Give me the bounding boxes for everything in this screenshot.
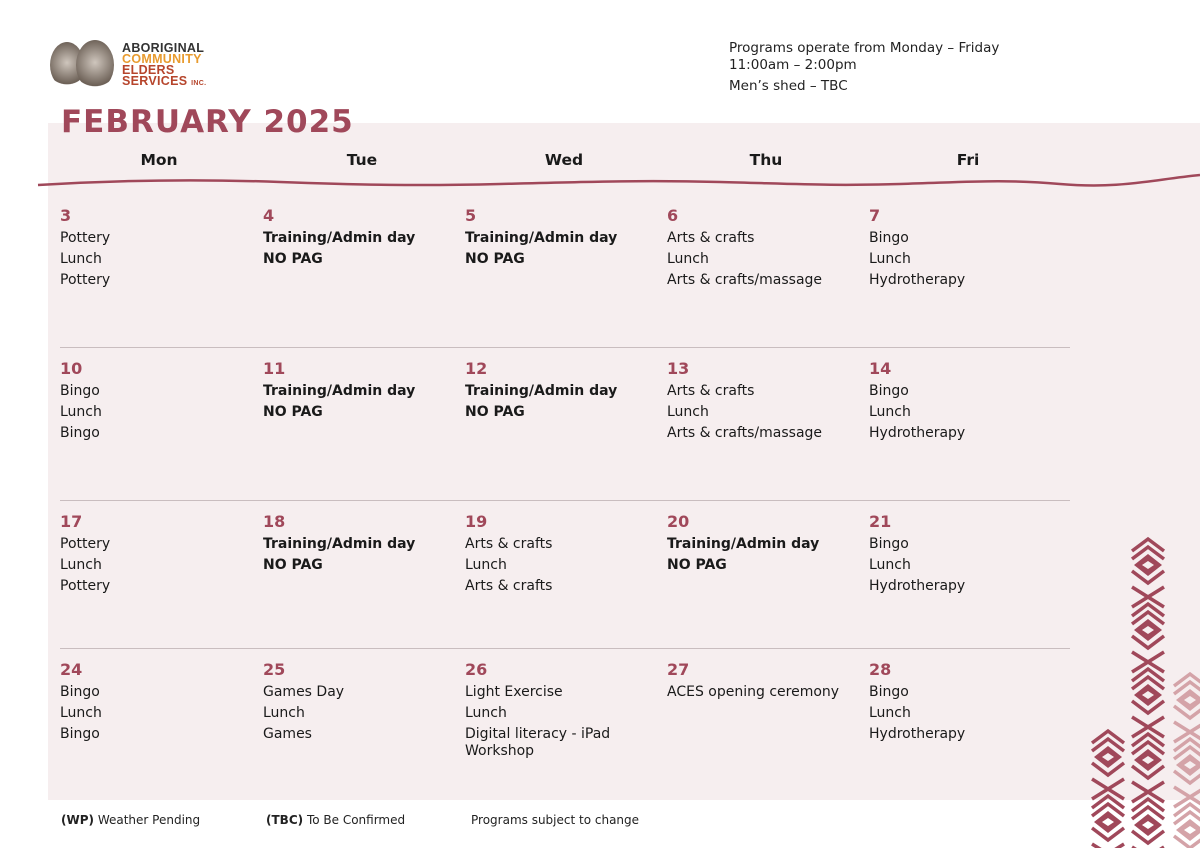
day-number: 21 [869, 512, 892, 531]
diamond-motif [1132, 539, 1164, 607]
activity-item: ACES opening ceremony [667, 684, 840, 700]
activity-item: Hydrotherapy [869, 272, 966, 288]
activity-item: Games Day [263, 684, 345, 700]
logo-line: ABORIGINAL [122, 41, 205, 55]
diamond-motif [1132, 604, 1164, 672]
day-number: 7 [869, 206, 881, 225]
logo [48, 40, 206, 92]
legend-to-be-confirmed: (TBC) To Be Confirmed [266, 813, 406, 827]
day-cell [263, 512, 458, 576]
diamond-motif [1174, 674, 1200, 742]
day-number: 4 [263, 206, 275, 225]
info-days: Programs operate from Monday – Friday [729, 40, 1000, 56]
activity-item: Arts & crafts/massage [667, 272, 823, 288]
day-number: 20 [667, 512, 690, 531]
day-number: 17 [60, 512, 83, 531]
day-cell [263, 359, 458, 423]
aboriginal-pattern-decoration [1080, 520, 1200, 848]
activity-item: Bingo [60, 383, 100, 399]
activity-item: NO PAG [465, 404, 525, 420]
activity-item: Bingo [869, 230, 909, 246]
row-separator [60, 347, 1070, 348]
day-number: 10 [60, 359, 83, 378]
logo-line: SERVICES [122, 74, 188, 88]
day-cell [60, 206, 255, 291]
day-cell [667, 512, 862, 576]
elders-portrait-logo-image [48, 40, 114, 92]
activity-item: Games [263, 726, 312, 742]
activity-item: Lunch [465, 557, 507, 573]
activity-item: Training/Admin day [263, 230, 416, 246]
day-number: 5 [465, 206, 477, 225]
activity-item: Hydrotherapy [869, 578, 966, 594]
activity-item: NO PAG [263, 557, 323, 573]
day-number: 27 [667, 660, 690, 679]
day-number: 25 [263, 660, 286, 679]
program-info [729, 40, 999, 95]
activity-item: NO PAG [465, 251, 525, 267]
day-cell [869, 359, 1064, 444]
activity-item: Arts & crafts [465, 578, 553, 594]
day-cell [60, 512, 255, 597]
weekday-header-tue: Tue [346, 151, 378, 169]
activity-item: Lunch [869, 557, 911, 573]
activity-item: Bingo [60, 726, 100, 742]
activity-item: Lunch [60, 251, 102, 267]
activity-item: Bingo [869, 536, 909, 552]
day-cell [465, 660, 660, 760]
logo-line: COMMUNITY [122, 52, 202, 66]
activity-item: Training/Admin day [263, 383, 416, 399]
day-cell [60, 660, 255, 745]
day-cell [465, 512, 660, 597]
activity-item: Lunch [465, 705, 507, 721]
activity-item: Training/Admin day [465, 230, 618, 246]
day-cell [667, 206, 862, 291]
day-number: 13 [667, 359, 690, 378]
info-hours: 11:00am – 2:00pm [729, 57, 857, 73]
weekday-header-wed: Wed [544, 151, 584, 169]
diamond-motif [1132, 734, 1164, 802]
day-number: 6 [667, 206, 679, 225]
weekday-header-thu: Thu [749, 151, 783, 169]
legend-weather-pending: (WP) Weather Pending [61, 813, 201, 827]
activity-item: Arts & crafts [465, 536, 553, 552]
activity-item: Lunch [869, 705, 911, 721]
activity-item: Light Exercise [465, 684, 563, 700]
activity-item: Training/Admin day [667, 536, 820, 552]
day-cell [465, 359, 660, 423]
activity-item: Pottery [60, 272, 111, 288]
day-cell [869, 512, 1064, 597]
activity-item: Pottery [60, 536, 111, 552]
day-number: 19 [465, 512, 488, 531]
activity-item: Lunch [263, 705, 305, 721]
day-number: 12 [465, 359, 488, 378]
day-number: 26 [465, 660, 488, 679]
info-mens-shed: Men’s shed – TBC [729, 78, 848, 94]
activity-item: Hydrotherapy [869, 726, 966, 742]
diamond-motif [1092, 796, 1124, 848]
row-separator [60, 648, 1070, 649]
activity-item: Pottery [60, 578, 111, 594]
day-cell [263, 660, 458, 745]
day-cell [60, 359, 255, 444]
logo-suffix: INC. [191, 80, 207, 87]
day-cell [869, 660, 1064, 745]
day-number: 3 [60, 206, 72, 225]
day-number: 14 [869, 359, 892, 378]
activity-item: NO PAG [667, 557, 727, 573]
programs-note: Programs subject to change [471, 813, 640, 827]
day-cell [263, 206, 458, 270]
activity-item: Hydrotherapy [869, 425, 966, 441]
activity-item: Arts & crafts [667, 383, 755, 399]
day-cell [667, 660, 862, 703]
diamond-motif [1092, 731, 1124, 799]
day-number: 28 [869, 660, 892, 679]
activity-item: Lunch [60, 705, 102, 721]
wavy-divider [0, 170, 1200, 194]
day-cell [869, 206, 1064, 291]
day-cell [667, 359, 862, 444]
activity-item: Arts & crafts [667, 230, 755, 246]
day-cell [465, 206, 660, 270]
activity-item: Pottery [60, 230, 111, 246]
diamond-motif [1174, 739, 1200, 807]
diamond-motif [1132, 799, 1164, 848]
page-title: FEBRUARY 2025 [61, 104, 354, 140]
logo-line: ELDERS [122, 63, 175, 77]
activity-item: NO PAG [263, 251, 323, 267]
weekday-header-fri: Fri [956, 151, 980, 169]
day-number: 18 [263, 512, 286, 531]
activity-item: Lunch [667, 404, 709, 420]
day-number: 11 [263, 359, 286, 378]
weekday-header-mon: Mon [140, 151, 178, 169]
activity-item: Lunch [667, 251, 709, 267]
activity-item: Bingo [60, 684, 100, 700]
activity-item: Digital literacy - iPad Workshop [465, 726, 611, 759]
diamond-motif [1174, 804, 1200, 848]
activity-item: Bingo [869, 383, 909, 399]
day-number: 24 [60, 660, 83, 679]
activity-item: Bingo [60, 425, 100, 441]
activity-item: Lunch [869, 404, 911, 420]
activity-item: Training/Admin day [263, 536, 416, 552]
activity-item: Arts & crafts/massage [667, 425, 823, 441]
activity-item: Bingo [869, 684, 909, 700]
row-separator [60, 500, 1070, 501]
diamond-motif [1132, 669, 1164, 737]
activity-item: NO PAG [263, 404, 323, 420]
activity-item: Lunch [869, 251, 911, 267]
activity-item: Lunch [60, 404, 102, 420]
activity-item: Training/Admin day [465, 383, 618, 399]
logo-text [122, 43, 206, 89]
activity-item: Lunch [60, 557, 102, 573]
